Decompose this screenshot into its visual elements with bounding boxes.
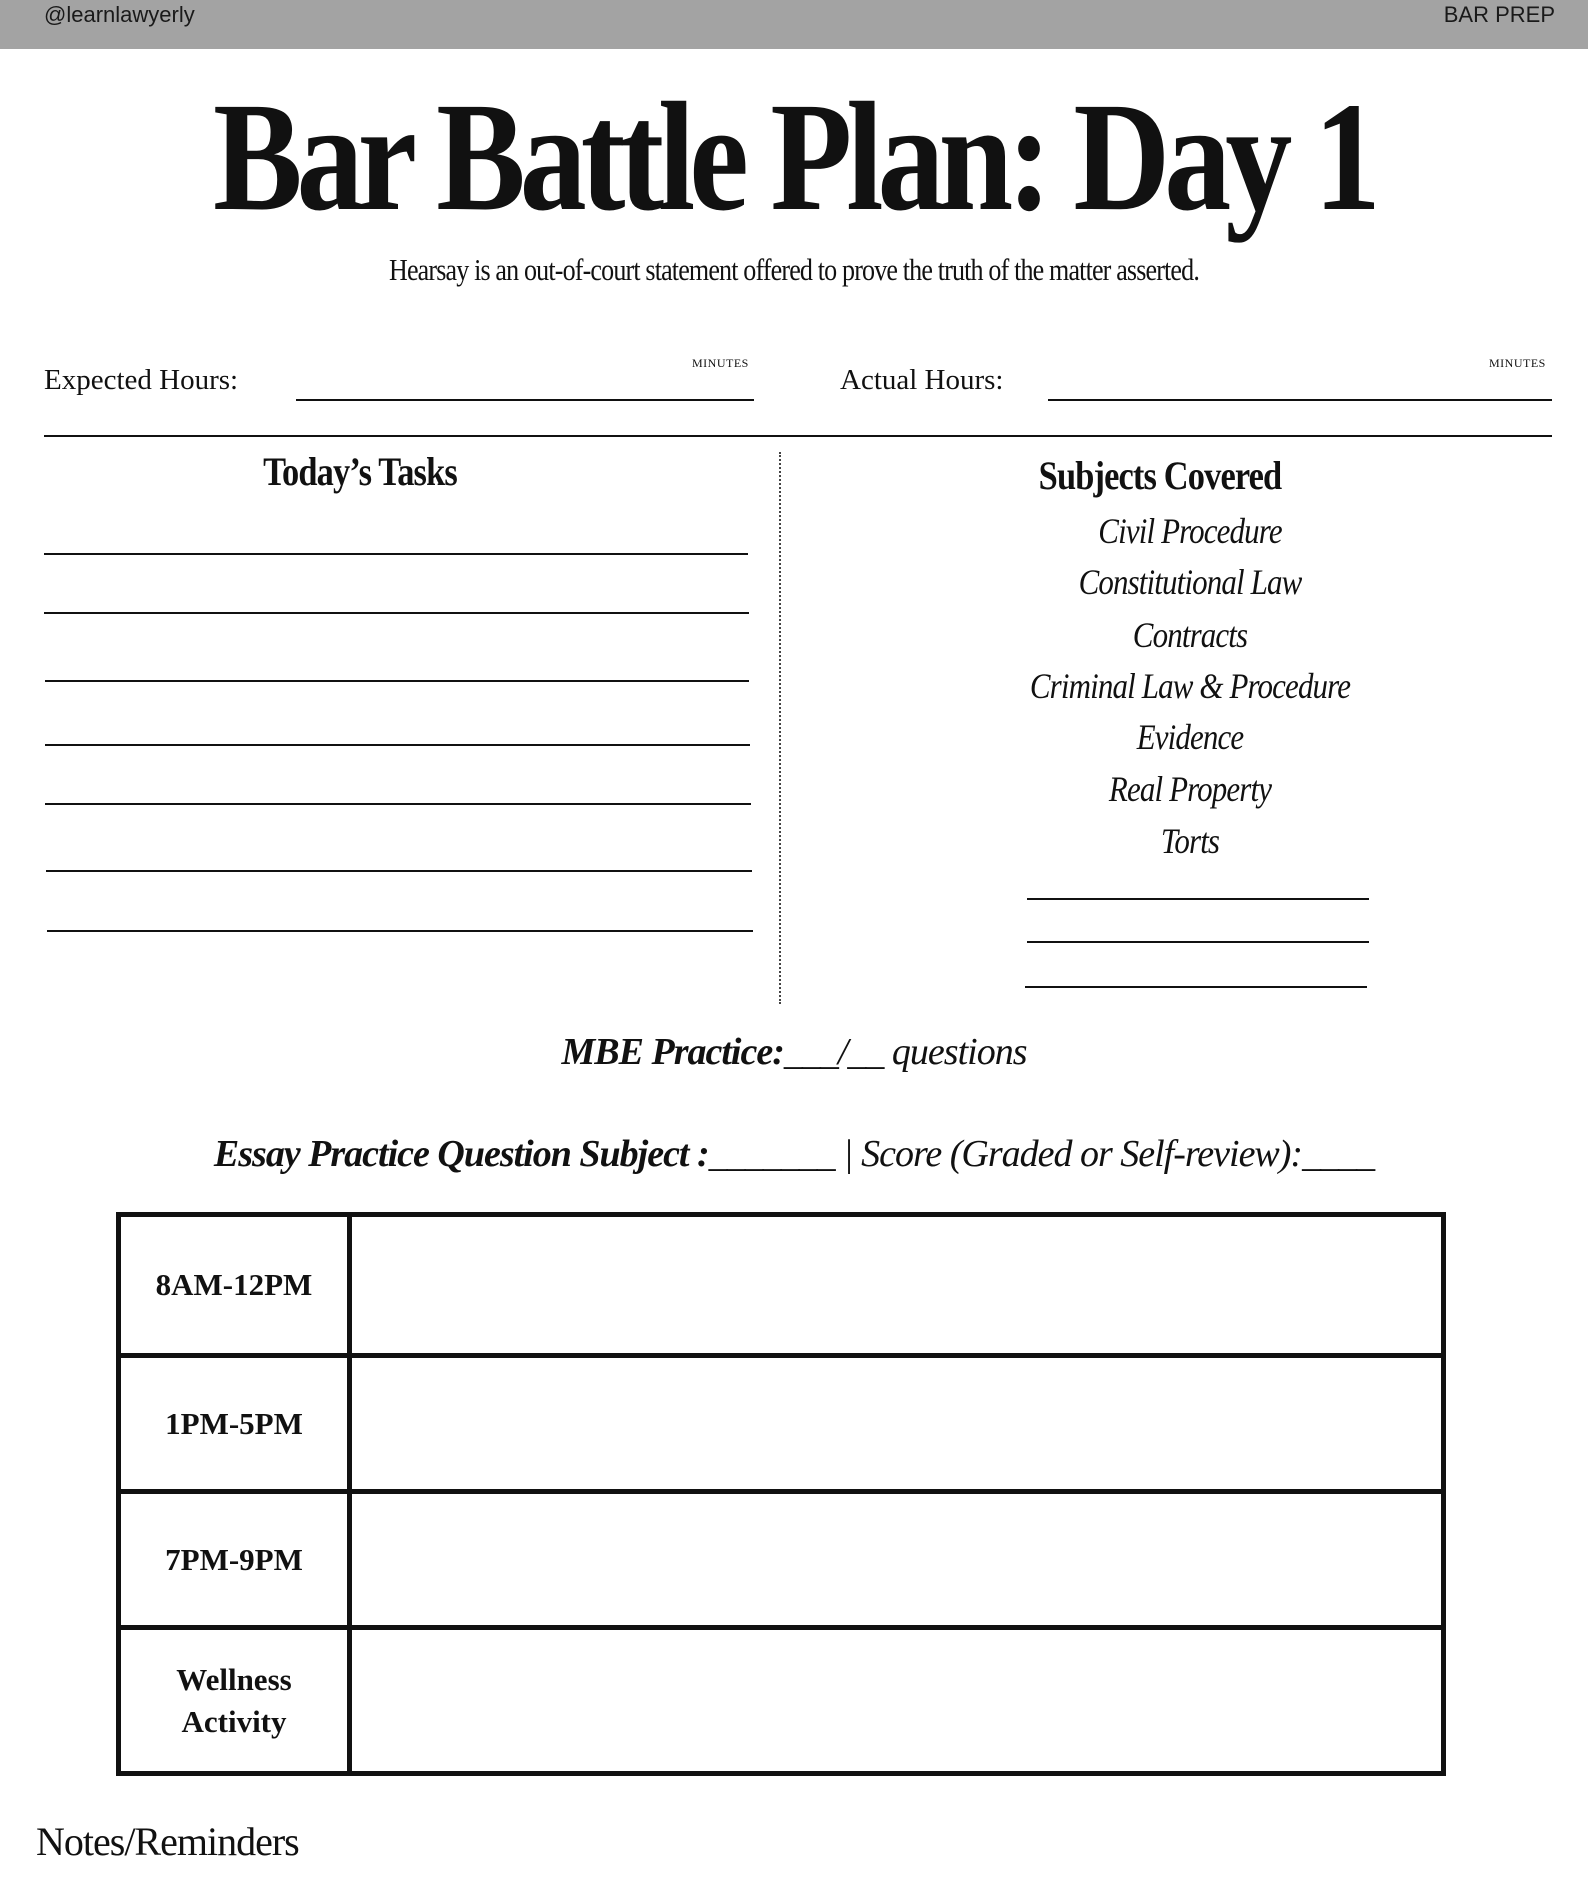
schedule-time-label: 7PM-9PM	[165, 1541, 303, 1577]
schedule-row	[121, 1217, 1441, 1353]
section-divider	[44, 435, 1552, 437]
essay-subject-label: Essay Practice Question Subject :	[213, 1133, 709, 1175]
schedule-cell[interactable]	[347, 1217, 1441, 1353]
schedule-time-label: Wellness Activity	[176, 1661, 292, 1739]
subject-extra-line[interactable]	[1025, 986, 1367, 988]
essay-score-blank[interactable]: ____	[1302, 1133, 1375, 1175]
top-bar	[0, 0, 1588, 49]
subject-item[interactable]: Constitutional Law	[1078, 562, 1302, 602]
subject-item[interactable]: Torts	[1160, 821, 1220, 861]
schedule-row	[121, 1625, 1441, 1771]
task-line[interactable]	[44, 612, 749, 614]
task-line[interactable]	[45, 680, 749, 682]
mbe-practice	[0, 1030, 1588, 1074]
category-tag: BAR PREP	[1443, 2, 1555, 27]
schedule-cell[interactable]	[347, 1358, 1441, 1489]
schedule-time-label: 8AM-12PM	[155, 1267, 313, 1302]
expected-hours-field[interactable]	[296, 399, 754, 401]
schedule-row	[121, 1489, 1441, 1625]
task-line[interactable]	[47, 930, 753, 932]
subject-item[interactable]: Real Property	[1108, 769, 1272, 809]
subject-item[interactable]: Civil Procedure	[1098, 511, 1282, 551]
task-line[interactable]	[46, 870, 752, 872]
subject-item[interactable]: Contracts	[1132, 615, 1248, 655]
actual-minutes-label: MINUTES	[1489, 356, 1546, 370]
tasks-title: Today’s Tasks	[263, 449, 457, 494]
task-line[interactable]	[45, 744, 750, 746]
subject-item[interactable]: Evidence	[1136, 717, 1244, 757]
essay-practice	[0, 1132, 1588, 1176]
subject-extra-line[interactable]	[1027, 898, 1369, 900]
subject-extra-line[interactable]	[1027, 941, 1369, 943]
task-line[interactable]	[44, 553, 748, 555]
column-divider	[779, 452, 781, 1004]
task-line[interactable]	[45, 803, 751, 805]
schedule-row	[121, 1353, 1441, 1489]
schedule-table	[116, 1212, 1446, 1776]
expected-minutes-label: MINUTES	[692, 356, 749, 370]
page-subtitle: Hearsay is an out-of-court statement offered to prove the truth of the matter asserted.	[388, 252, 1200, 287]
schedule-time-label: 1PM-5PM	[165, 1405, 303, 1441]
page-title: Bar Battle Plan: Day 1	[213, 70, 1375, 243]
essay-separator: |	[843, 1133, 853, 1175]
essay-score-label: Score (Graded or Self-review):	[861, 1133, 1303, 1175]
social-handle: @learnlawyerly	[44, 2, 195, 27]
mbe-practice-suffix: questions	[891, 1031, 1027, 1073]
essay-subject-blank[interactable]: _______	[708, 1133, 835, 1175]
subject-item[interactable]: Criminal Law & Procedure	[1029, 666, 1351, 706]
actual-hours-field[interactable]	[1048, 399, 1552, 401]
mbe-practice-blanks[interactable]: ___/__	[783, 1031, 884, 1073]
notes-label: Notes/Reminders	[36, 1819, 299, 1864]
actual-hours-label: Actual Hours:	[840, 364, 1004, 396]
subjects-title: Subjects Covered	[1038, 453, 1282, 498]
schedule-cell[interactable]	[347, 1494, 1441, 1625]
mbe-practice-label: MBE Practice:	[561, 1031, 784, 1073]
schedule-cell[interactable]	[347, 1630, 1441, 1771]
expected-hours-label: Expected Hours:	[44, 364, 239, 396]
